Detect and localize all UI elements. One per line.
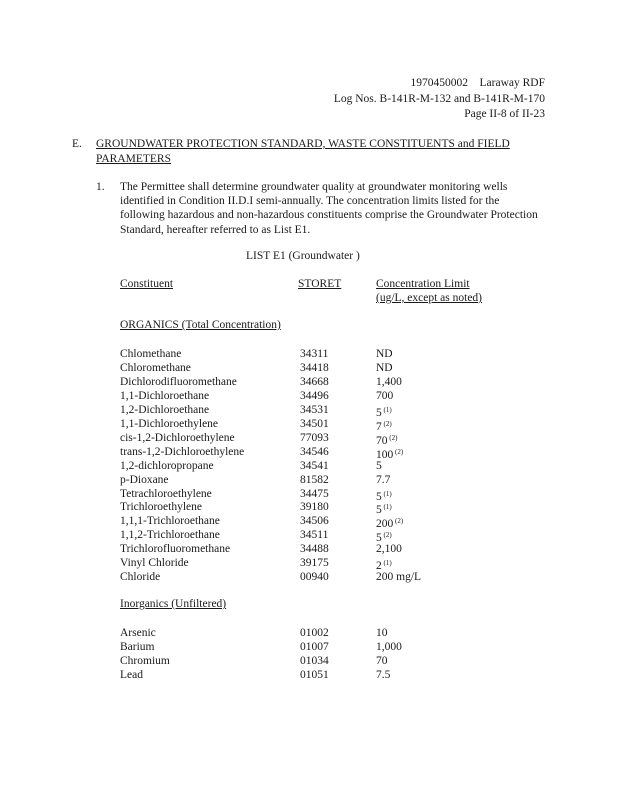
concentration-limit: 7 $^{(2)}$ — [376, 419, 392, 433]
section-title: GROUNDWATER PROTECTION STANDARD, WASTE CONSTITUENTS and FIELD PARAMETERS — [96, 138, 510, 165]
concentration-limit: ND — [376, 348, 393, 360]
constituent-name: cis-1,2-Dichloroethylene — [120, 431, 235, 444]
footnote-marker: (1) — [381, 405, 392, 414]
footnote-marker: (1) — [381, 503, 392, 512]
concentration-limit: 5 $^{(2)}$ — [376, 531, 392, 545]
footnote-marker: (2) — [381, 419, 392, 428]
concentration-limit: 7.5 — [376, 668, 391, 681]
storet-code: 81582 — [300, 473, 329, 486]
concentration-limit: 10 — [376, 627, 388, 639]
constituent-name: trans-1,2-Dichloroethylene — [120, 445, 245, 458]
footnote-marker: (2) — [387, 433, 398, 442]
storet-code: 01034 — [300, 654, 329, 667]
paragraph-number: 1. — [96, 181, 105, 193]
footnote-marker: (1) — [381, 489, 392, 498]
list-title: LIST E1 (Groundwater ) — [246, 250, 360, 262]
paragraph-text: The Permittee shall determine groundwater quality at groundwater monitoring wells identified in Condition II.D.I semi-annually. The concentration limits listed for the following hazardous and non-hazardous constituents comprise the Groundwater Protection Standard, hereafter referred to as List E1. — [120, 181, 538, 236]
storet-code: 34511 — [300, 529, 329, 542]
constituent-name: Lead — [120, 668, 143, 681]
constituent-name: 1,1,2-Trichloroethane — [120, 529, 220, 542]
footnote-marker: (1) — [381, 559, 392, 568]
constituent-name: 1,1-Dichloroethylene — [120, 417, 219, 430]
organics-label: ORGANICS (Total Concentration) — [120, 319, 281, 331]
constituent-name: 1,1-Dichloroethane — [120, 389, 210, 402]
concentration-limit: 1,000 — [376, 640, 402, 653]
concentration-limit: 200 $^{(2)}$ — [376, 517, 404, 531]
storet-code: 00940 — [300, 571, 329, 584]
constituent-name: 1,1,1-Trichloroethane — [120, 515, 220, 528]
concentration-limit: 5 $^{(1)}$ — [376, 489, 392, 503]
concentration-limit: 200 mg/L — [376, 571, 422, 584]
storet-code: 34531 — [300, 403, 329, 416]
storet-code: 39175 — [300, 557, 329, 570]
section-letter: E. — [72, 138, 82, 150]
constituent-name: Arsenic — [120, 627, 156, 639]
concentration-limit: 5 $^{(1)}$ — [376, 503, 392, 517]
constituent-name: Chromium — [120, 654, 170, 667]
storet-code: 34541 — [300, 459, 329, 472]
storet-code: 34506 — [300, 515, 329, 528]
concentration-limit: 5 $^{(1)}$ — [376, 405, 392, 419]
constituent-name: Chlomethane — [120, 348, 182, 360]
storet-code: 34546 — [300, 445, 329, 458]
constituent-name: p-Dioxane — [120, 473, 169, 486]
concentration-limit: 7.7 — [376, 473, 391, 486]
concentration-limit: 2 $^{(1)}$ — [376, 559, 392, 573]
concentration-limit: 70 — [376, 654, 388, 667]
column-header-constituent: Constituent — [120, 278, 174, 290]
concentration-limit: 700 — [376, 389, 394, 402]
header-id-line: 1970450002 Laraway RDF — [410, 77, 545, 89]
constituent-name: 1,2-dichloropropane — [120, 459, 214, 472]
constituent-name: Chloride — [120, 571, 161, 584]
concentration-limit: 5 — [376, 459, 382, 472]
storet-code: 39180 — [300, 501, 329, 514]
storet-code: 34418 — [300, 361, 329, 374]
constituent-name: Dichlorodifluoromethane — [120, 375, 237, 388]
column-header-limit — [376, 277, 482, 305]
storet-code: 34311 — [300, 348, 329, 360]
constituent-name: Trichloroethylene — [120, 501, 202, 514]
concentration-limit: 100 $^{(2)}$ — [376, 447, 404, 461]
column-header-limit-label: Concentration Limit — [376, 278, 470, 290]
header-log-line: Log Nos. B-141R-M-132 and B-141R-M-170 — [333, 92, 545, 105]
inorganics-label: Inorganics (Unfiltered) — [120, 598, 227, 610]
constituent-name: 1,2-Dichloroethane — [120, 403, 210, 416]
storet-code: 01002 — [300, 627, 329, 639]
constituent-name: Tetrachloroethylene — [120, 487, 212, 500]
storet-code: 77093 — [300, 431, 329, 444]
footnote-marker: (2) — [381, 531, 392, 540]
constituent-name: Chloromethane — [120, 361, 191, 374]
concentration-limit: 2,100 — [376, 543, 402, 556]
header-page-line: Page II-8 of II-23 — [464, 108, 545, 120]
column-header-limit-note: (ug/L, except as noted) — [376, 292, 483, 304]
storet-code: 34475 — [300, 487, 329, 500]
constituent-name: Trichlorofluoromethane — [120, 543, 231, 556]
storet-code: 34668 — [300, 375, 329, 388]
storet-code: 01051 — [300, 668, 329, 681]
storet-code: 34488 — [300, 543, 329, 556]
constituent-name: Vinyl Chloride — [120, 557, 189, 570]
storet-code: 34496 — [300, 389, 329, 402]
column-header-storet: STORET — [298, 278, 342, 290]
storet-code: 34501 — [300, 417, 329, 430]
document-header — [334, 76, 545, 123]
concentration-limit: ND — [376, 361, 393, 374]
concentration-limit: 70 $^{(2)}$ — [376, 433, 398, 447]
footnote-marker: (2) — [393, 447, 404, 456]
storet-code: 01007 — [300, 640, 329, 653]
concentration-limit: 1,400 — [376, 375, 402, 388]
constituent-name: Barium — [120, 640, 155, 653]
footnote-marker: (2) — [393, 517, 404, 526]
